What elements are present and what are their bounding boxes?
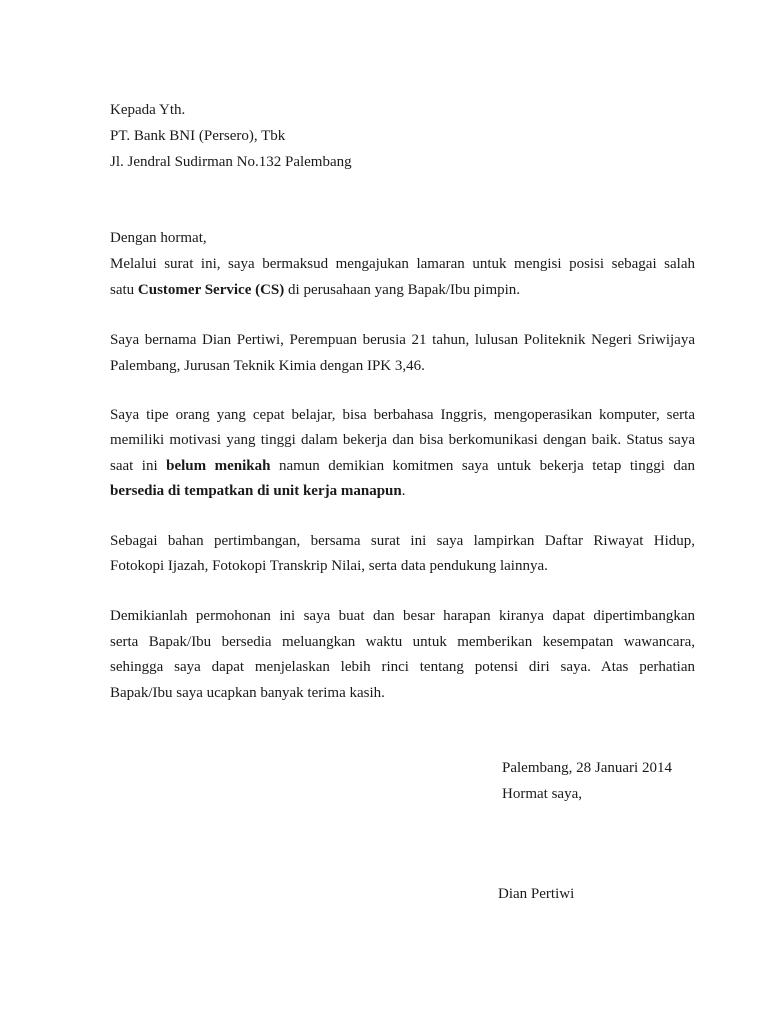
para2-line-2: Palembang, Jurusan Teknik Kimia dengan IPK 3,46. xyxy=(110,358,425,374)
recipient-line-1: Kepada Yth. xyxy=(110,102,186,118)
para5-line-3: sehingga saya dapat menjelaskan lebih rinci tentang potensi diri saya. Atas perhatian xyxy=(110,659,695,675)
para5-line-2: serta Bapak/Ibu bersedia meluangkan waktu untuk memberikan kesempatan wawancara, xyxy=(110,634,695,650)
greeting: Dengan hormat, xyxy=(110,230,207,246)
para3-line-2: memiliki motivasi yang tinggi dalam bekerja dan bisa berkomunikasi dengan baik. Status saya xyxy=(110,432,695,448)
para4-line-2: Fotokopi Ijazah, Fotokopi Transkrip Nilai, serta data pendukung lainnya. xyxy=(110,558,548,574)
marital-status: belum menikah xyxy=(166,458,271,474)
para3-line-3: saat ini belum menikah namun demikian komitmen saya untuk bekerja tetap tinggi dan xyxy=(110,458,696,474)
signer-name: Dian Pertiwi xyxy=(498,886,575,902)
para5-line-4: Bapak/Ibu saya ucapkan banyak terima kasih. xyxy=(110,685,385,701)
para3-line-4: bersedia di tempatkan di unit kerja manapun. xyxy=(110,483,406,499)
para5-line-1: Demikianlah permohonan ini saya buat dan besar harapan kiranya dapat dipertimbangkan xyxy=(110,608,695,624)
place-date: Palembang, 28 Januari 2014 xyxy=(502,760,672,776)
para4-line-1: Sebagai bahan pertimbangan, bersama surat ini saya lampirkan Daftar Riwayat Hidup, xyxy=(110,533,695,549)
recipient-line-3: Jl. Jendral Sudirman No.132 Palembang xyxy=(110,154,352,170)
para3-line-1: Saya tipe orang yang cepat belajar, bisa berbahasa Inggris, mengoperasikan komputer, serta xyxy=(110,407,695,423)
para1-line-2: satu Customer Service (CS) di perusahaan yang Bapak/Ibu pimpin. xyxy=(110,282,521,298)
recipient-line-2: PT. Bank BNI (Persero), Tbk xyxy=(110,128,286,144)
para1-line-1: Melalui surat ini, saya bermaksud mengajukan lamaran untuk mengisi posisi sebagai salah xyxy=(110,256,695,272)
para2-line-1: Saya bernama Dian Pertiwi, Perempuan berusia 21 tahun, lulusan Politeknik Negeri Sriwijaya xyxy=(110,332,695,348)
placement-statement: bersedia di tempatkan di unit kerja manapun xyxy=(110,483,402,499)
closing-salutation: Hormat saya, xyxy=(502,786,582,802)
position-name: Customer Service (CS) xyxy=(137,282,285,298)
